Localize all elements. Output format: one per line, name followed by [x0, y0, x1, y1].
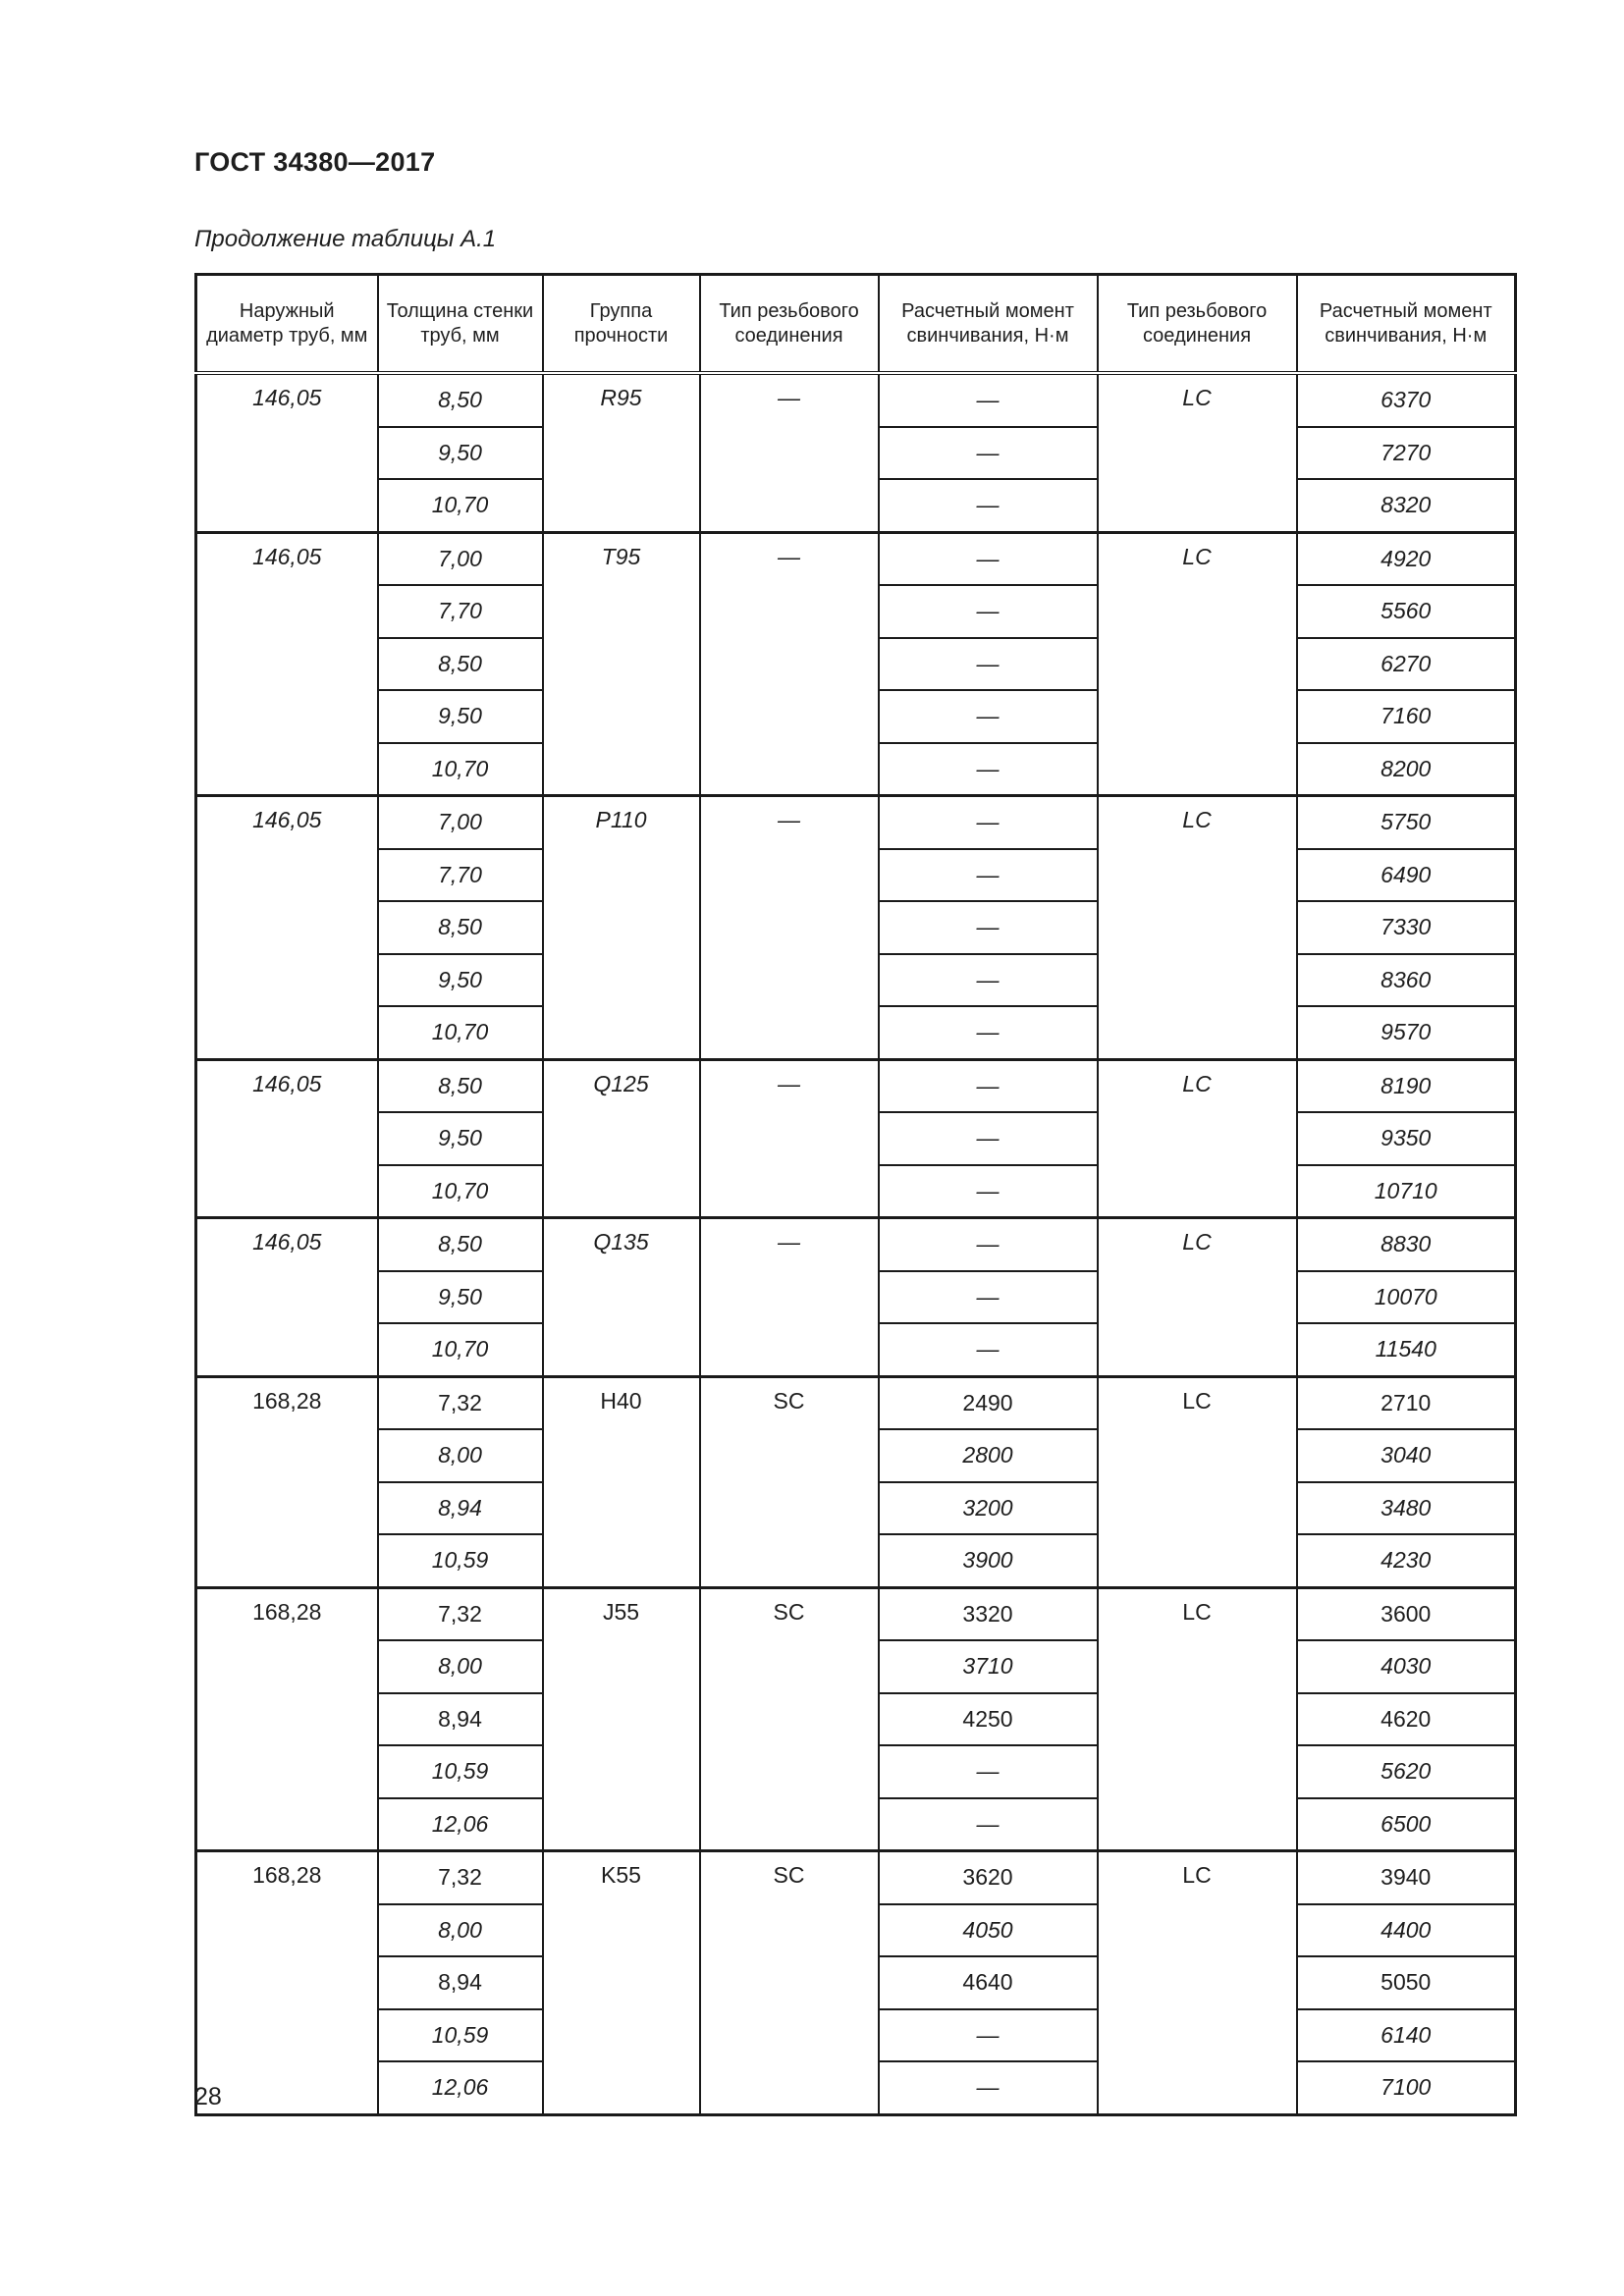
cell-torque-1: — [879, 2009, 1098, 2062]
cell-torque-1: — [879, 373, 1098, 427]
cell-wall-thickness: 9,50 [378, 1112, 543, 1165]
cell-torque-1: 3620 [879, 1851, 1098, 1904]
cell-wall-thickness: 10,59 [378, 1745, 543, 1798]
table-row [196, 532, 1516, 585]
cell-thread-type-2: LC [1098, 1059, 1297, 1218]
cell-torque-2: 4400 [1297, 1904, 1516, 1957]
cell-wall-thickness: 8,50 [378, 1218, 543, 1271]
cell-wall-thickness: 8,50 [378, 638, 543, 691]
cell-torque-2: 9570 [1297, 1006, 1516, 1059]
table-row [196, 1059, 1516, 1112]
cell-torque-1: — [879, 638, 1098, 691]
cell-wall-thickness: 7,00 [378, 796, 543, 849]
cell-torque-2: 7100 [1297, 2061, 1516, 2114]
cell-thread-type-1: — [700, 1218, 879, 1377]
cell-wall-thickness: 8,50 [378, 373, 543, 427]
cell-torque-2: 5050 [1297, 1956, 1516, 2009]
table-caption: Продолжение таблицы А.1 [194, 226, 497, 252]
cell-torque-1: — [879, 427, 1098, 480]
cell-wall-thickness: 8,94 [378, 1956, 543, 2009]
cell-torque-1: 3710 [879, 1640, 1098, 1693]
cell-thread-type-2: LC [1098, 796, 1297, 1060]
cell-torque-2: 5750 [1297, 796, 1516, 849]
cell-torque-2: 4620 [1297, 1693, 1516, 1746]
cell-strength-group: K55 [543, 1851, 700, 2115]
cell-thread-type-1: SC [700, 1851, 879, 2115]
table-row [196, 373, 1516, 427]
cell-thread-type-2: LC [1098, 1851, 1297, 2115]
cell-torque-2: 3040 [1297, 1429, 1516, 1482]
table-body [196, 373, 1516, 2114]
cell-torque-1: — [879, 1271, 1098, 1324]
cell-torque-2: 4920 [1297, 532, 1516, 585]
cell-torque-1: 4050 [879, 1904, 1098, 1957]
cell-wall-thickness: 12,06 [378, 2061, 543, 2114]
cell-torque-1: 2490 [879, 1376, 1098, 1429]
cell-torque-2: 9350 [1297, 1112, 1516, 1165]
table-row [196, 1376, 1516, 1429]
cell-outer-diameter: 146,05 [196, 532, 378, 796]
cell-torque-2: 8200 [1297, 743, 1516, 796]
cell-torque-1: 3320 [879, 1587, 1098, 1640]
cell-torque-2: 5560 [1297, 585, 1516, 638]
cell-wall-thickness: 7,70 [378, 849, 543, 902]
cell-torque-2: 2710 [1297, 1376, 1516, 1429]
cell-torque-1: — [879, 532, 1098, 585]
cell-torque-1: 4640 [879, 1956, 1098, 2009]
cell-torque-2: 6140 [1297, 2009, 1516, 2062]
cell-torque-2: 3940 [1297, 1851, 1516, 1904]
cell-wall-thickness: 8,94 [378, 1482, 543, 1535]
cell-torque-2: 11540 [1297, 1323, 1516, 1376]
cell-torque-2: 3600 [1297, 1587, 1516, 1640]
cell-torque-1: 2800 [879, 1429, 1098, 1482]
cell-thread-type-2: LC [1098, 1587, 1297, 1851]
cell-wall-thickness: 10,70 [378, 1323, 543, 1376]
cell-torque-1: — [879, 1112, 1098, 1165]
cell-torque-2: 7270 [1297, 427, 1516, 480]
cell-torque-1: — [879, 796, 1098, 849]
cell-torque-2: 6490 [1297, 849, 1516, 902]
cell-torque-1: — [879, 585, 1098, 638]
document-code: ГОСТ 34380—2017 [194, 147, 436, 177]
cell-torque-1: — [879, 954, 1098, 1007]
cell-wall-thickness: 9,50 [378, 954, 543, 1007]
cell-torque-1: — [879, 2061, 1098, 2114]
cell-wall-thickness: 12,06 [378, 1798, 543, 1851]
cell-torque-2: 5620 [1297, 1745, 1516, 1798]
cell-wall-thickness: 9,50 [378, 1271, 543, 1324]
cell-strength-group: R95 [543, 373, 700, 532]
cell-torque-1: — [879, 901, 1098, 954]
header-thread-type-1: Тип резьбового соединения [700, 275, 879, 374]
cell-torque-1: — [879, 690, 1098, 743]
cell-torque-2: 4030 [1297, 1640, 1516, 1693]
cell-wall-thickness: 7,32 [378, 1851, 543, 1904]
header-torque-1: Расчетный момент свинчивания, Н·м [879, 275, 1098, 374]
cell-torque-1: — [879, 1323, 1098, 1376]
header-strength-group: Группа прочности [543, 275, 700, 374]
cell-wall-thickness: 10,70 [378, 479, 543, 532]
cell-torque-2: 8830 [1297, 1218, 1516, 1271]
cell-thread-type-1: SC [700, 1587, 879, 1851]
cell-wall-thickness: 7,32 [378, 1587, 543, 1640]
cell-torque-2: 6270 [1297, 638, 1516, 691]
cell-thread-type-1: — [700, 373, 879, 532]
cell-outer-diameter: 168,28 [196, 1376, 378, 1587]
cell-thread-type-1: — [700, 532, 879, 796]
cell-thread-type-2: LC [1098, 1218, 1297, 1377]
cell-strength-group: Q135 [543, 1218, 700, 1377]
cell-wall-thickness: 8,50 [378, 901, 543, 954]
cell-wall-thickness: 8,00 [378, 1429, 543, 1482]
cell-torque-2: 10070 [1297, 1271, 1516, 1324]
cell-torque-2: 8360 [1297, 954, 1516, 1007]
cell-wall-thickness: 7,00 [378, 532, 543, 585]
cell-torque-2: 4230 [1297, 1534, 1516, 1587]
header-torque-2: Расчетный момент свинчивания, Н·м [1297, 275, 1516, 374]
cell-strength-group: P110 [543, 796, 700, 1060]
cell-thread-type-2: LC [1098, 532, 1297, 796]
cell-torque-1: 4250 [879, 1693, 1098, 1746]
cell-outer-diameter: 146,05 [196, 373, 378, 532]
cell-torque-2: 7330 [1297, 901, 1516, 954]
cell-torque-1: — [879, 1006, 1098, 1059]
cell-torque-2: 8190 [1297, 1059, 1516, 1112]
table-row [196, 1851, 1516, 1904]
cell-torque-1: — [879, 1059, 1098, 1112]
cell-wall-thickness: 8,00 [378, 1640, 543, 1693]
cell-torque-2: 7160 [1297, 690, 1516, 743]
cell-torque-1: — [879, 1165, 1098, 1218]
cell-wall-thickness: 10,59 [378, 2009, 543, 2062]
torque-table [194, 273, 1517, 2116]
cell-torque-1: — [879, 1745, 1098, 1798]
cell-torque-2: 10710 [1297, 1165, 1516, 1218]
cell-wall-thickness: 9,50 [378, 427, 543, 480]
cell-torque-1: — [879, 1218, 1098, 1271]
table-header-row [196, 275, 1516, 374]
cell-wall-thickness: 8,50 [378, 1059, 543, 1112]
header-thread-type-2: Тип резьбового соединения [1098, 275, 1297, 374]
cell-outer-diameter: 146,05 [196, 796, 378, 1060]
cell-thread-type-1: — [700, 1059, 879, 1218]
cell-wall-thickness: 7,32 [378, 1376, 543, 1429]
header-wall-thickness: Толщина стенки труб, мм [378, 275, 543, 374]
table-row [196, 796, 1516, 849]
cell-thread-type-1: SC [700, 1376, 879, 1587]
cell-strength-group: H40 [543, 1376, 700, 1587]
cell-torque-1: — [879, 743, 1098, 796]
cell-strength-group: Q125 [543, 1059, 700, 1218]
cell-torque-2: 6370 [1297, 373, 1516, 427]
header-outer-diameter: Наружный диаметр труб, мм [196, 275, 378, 374]
cell-torque-1: 3900 [879, 1534, 1098, 1587]
cell-thread-type-2: LC [1098, 1376, 1297, 1587]
cell-strength-group: T95 [543, 532, 700, 796]
cell-wall-thickness: 8,94 [378, 1693, 543, 1746]
cell-outer-diameter: 146,05 [196, 1218, 378, 1377]
cell-torque-1: — [879, 479, 1098, 532]
cell-outer-diameter: 168,28 [196, 1851, 378, 2115]
cell-torque-1: — [879, 849, 1098, 902]
page-number: 28 [194, 2083, 222, 2110]
cell-outer-diameter: 168,28 [196, 1587, 378, 1851]
cell-wall-thickness: 7,70 [378, 585, 543, 638]
cell-strength-group: J55 [543, 1587, 700, 1851]
cell-torque-2: 6500 [1297, 1798, 1516, 1851]
cell-wall-thickness: 10,59 [378, 1534, 543, 1587]
cell-torque-2: 3480 [1297, 1482, 1516, 1535]
cell-outer-diameter: 146,05 [196, 1059, 378, 1218]
cell-wall-thickness: 10,70 [378, 743, 543, 796]
cell-thread-type-1: — [700, 796, 879, 1060]
cell-thread-type-2: LC [1098, 373, 1297, 532]
table-row [196, 1218, 1516, 1271]
table-row [196, 1587, 1516, 1640]
cell-torque-1: — [879, 1798, 1098, 1851]
cell-wall-thickness: 9,50 [378, 690, 543, 743]
cell-wall-thickness: 10,70 [378, 1006, 543, 1059]
cell-wall-thickness: 8,00 [378, 1904, 543, 1957]
cell-torque-2: 8320 [1297, 479, 1516, 532]
cell-torque-1: 3200 [879, 1482, 1098, 1535]
cell-wall-thickness: 10,70 [378, 1165, 543, 1218]
